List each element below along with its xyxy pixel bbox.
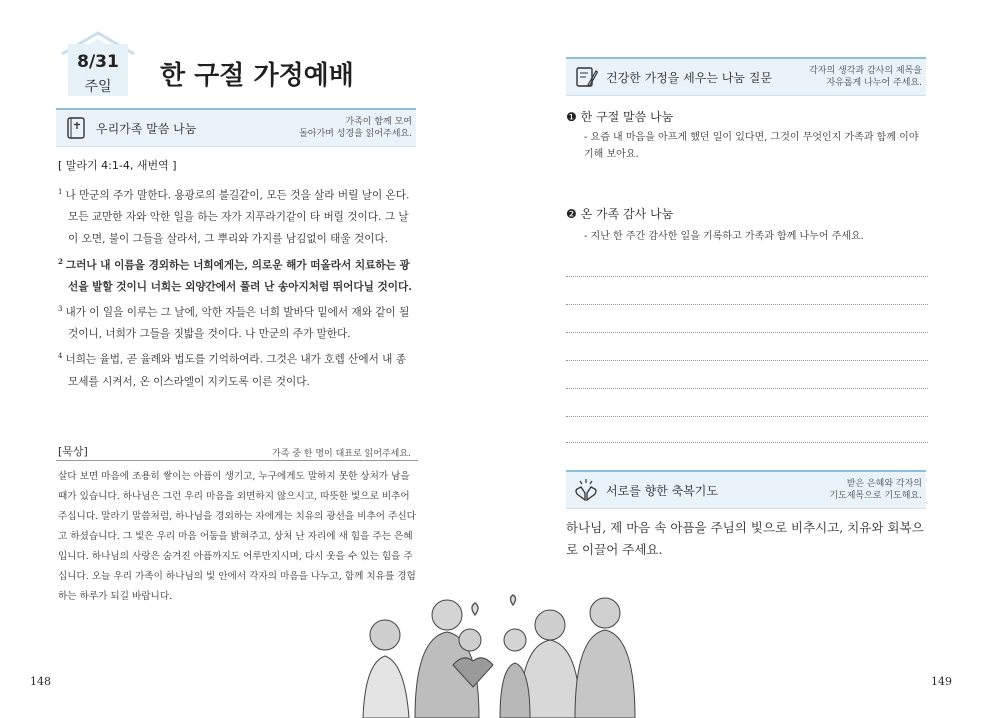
date-label: 8/31 (77, 52, 119, 72)
question-1-title: ❶ 한 구절 말씀 나눔 (566, 110, 674, 124)
page-number-left: 148 (30, 675, 51, 688)
writing-line[interactable] (566, 388, 928, 389)
scripture-reference: [ 말라기 4:1-4, 새번역 ] (58, 159, 177, 172)
question-2-desc: - 지난 한 주간 감사한 일을 기록하고 가족과 함께 나누어 주세요. (584, 231, 864, 242)
question-2-title: ❷ 온 가족 감사 나눔 (566, 207, 674, 221)
verse-2: $^2$ 그러나 내 이름을 경외하는 너희에게는, 의로운 해가 떠올라서 치료하는 광선을 발할 것이니 너희는 외양간에서 풀려 난 송아지처럼 뛰어다닐 것이다. (58, 256, 412, 294)
scripture-passage (58, 182, 418, 393)
family-illustration (355, 585, 640, 718)
prayer-text: 하나님, 제 마음 속 아픔을 주님의 빛으로 비추시고, 치유와 회복으로 이끌어 주세요. (566, 520, 924, 557)
family-word-title: 우리가족 말씀 나눔 (96, 122, 197, 136)
page-number-right: 149 (931, 675, 952, 688)
family-word-bar (56, 108, 416, 147)
day-label: 주일 (84, 79, 112, 95)
writing-line[interactable] (566, 304, 928, 305)
meditation-note: 가족 중 한 명이 대표로 읽어주세요. (272, 449, 411, 459)
verse-1: $^1$ 나 만군의 주가 말한다. 용광로의 불길같이, 모든 것을 살라 버릴 날이 온다. 모든 교만한 자와 악한 일을 하는 자가 지푸라기같이 타 버릴 것이다. 그 날이 오면, 불이 그들을 살라서, 그 뿌리와 가지를 남김없이 태울 것이다. (58, 188, 410, 246)
questions-note: 각자의 생각과 감사의 제목을 자유롭게 나누어 주세요. (809, 66, 922, 88)
writing-line[interactable] (566, 276, 928, 277)
verse-3: $^3$ 내가 이 일을 이루는 그 날에, 악한 자들은 너희 발바닥 밑에서 재와 같이 될 것이니, 너희가 그들을 짓밟을 것이다. 나 만군의 주가 말한다. (58, 305, 410, 341)
meditation-label: [묵상] (58, 445, 88, 458)
writing-line[interactable] (566, 332, 928, 333)
writing-line[interactable] (566, 442, 928, 443)
praying-hands-icon (572, 478, 600, 502)
meditation-divider (56, 460, 418, 461)
writing-line[interactable] (566, 360, 928, 361)
blessing-bar (566, 470, 926, 509)
date-badge (60, 30, 136, 96)
bible-icon (64, 116, 88, 140)
meditation-text: 살다 보면 마음에 조용히 쌓이는 아픔이 생기고, 누구에게도 말하지 못한 상처가 남을 때가 있습니다. 하나님은 그런 우리 마음을 외면하지 않으시고, 따뜻한 빛으로 비추어 주십니다. 말라기 말씀처럼, 하나님을 경외하는 자에게는 치유의 광선을 비추어 주신다고 하셨습니다. 그 빛은 우리 마음 어둠을 밝혀주고, 상처 난 자리에 새 힘을 주는 은혜입니다. 하나님의 사랑은 숨겨진 아픔까지도 어루만지시며, 다시 웃을 수 있는 힘을 주십니다. 오늘 우리 가족이 하나님의 빛 안에서 각자의 마음을 나누고, 함께 치유를 경험하는 하루가 되길 바랍니다. (58, 471, 416, 602)
blessing-title: 서로를 향한 축복기도 (606, 484, 718, 498)
family-word-note: 가족이 함께 모여 돌아가며 성경을 읽어주세요. (299, 117, 412, 139)
question-1-desc: - 요즘 내 마음을 아프게 했던 일이 있다면, 그것이 무엇인지 가족과 함께 이야기해 보아요. (584, 132, 919, 160)
questions-bar (566, 57, 926, 96)
questions-title: 건강한 가정을 세우는 나눔 질문 (606, 71, 772, 85)
notebook-pen-icon (574, 65, 598, 89)
blessing-note: 받은 은혜와 각자의 기도제목으로 기도해요. (829, 479, 922, 501)
verse-4: $^4$ 너희는 율법, 곧 율례와 법도를 기억하여라. 그것은 내가 호렙 산에서 내 종 모세를 시켜서, 온 이스라엘이 지키도록 이른 것이다. (58, 352, 407, 388)
page-title: 한 구절 가정예배 (160, 61, 354, 91)
writing-line[interactable] (566, 416, 928, 417)
